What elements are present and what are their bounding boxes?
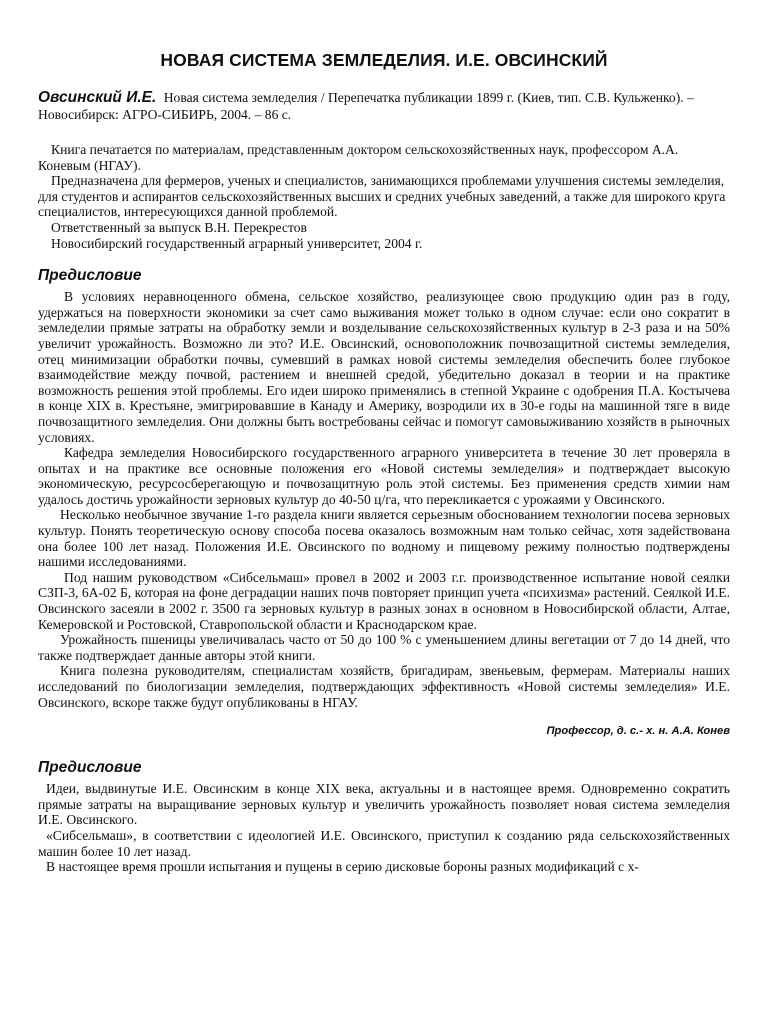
intro-paragraph: Предназначена для фермеров, ученых и специалистов, занимающихся проблемами улучшения системы земледелия, для студентов и аспирантов сельскохозяйственных высших и средних учебных заведений, а также для широкого круга специалистов, интересующихся данной проблемой.	[38, 173, 726, 220]
preface-paragraph: Идеи, выдвинутые И.Е. Овсинским в конце XIX века, актуальны и в настоящее время. Одновременно сократить прямые затраты на выращивание зерновых культур и увеличить урожайность позволяет новая система земледелия И.Е. Овсинского.	[38, 781, 730, 828]
preface-two	[38, 781, 730, 875]
publisher-line: Новосибирский государственный аграрный университет, 2004 г.	[51, 235, 423, 251]
preface-signature: Профессор, д. с.- х. н. А.А. Конев	[546, 725, 730, 738]
section-heading: Предисловие	[38, 267, 142, 285]
preface-paragraph: В настоящее время прошли испытания и пущены в серию дисковые бороны разных модификаций с х-	[46, 859, 639, 875]
document-page	[38, 40, 730, 875]
preface-paragraph: Под нашим руководством «Сибсельмаш» провел в 2002 и 2003 г.г. производственное испытание новой сеялки СЗП-3, 6А-02 Б, которая на фоне деградации наших почв повторяет принцип учета «психизма» растений. Сеялкой И.Е. Овсинского засеяли в 2002 г. 3500 га зерновых культур в разных зонах в основном в Новосибирской области, Алтае, Кемеровской и Ростовской, Ставропольской области и Краснодарском крае.	[38, 569, 730, 632]
publication-info	[38, 142, 730, 251]
preface-paragraph: Несколько необычное звучание 1-го раздела книги является серьезным обоснованием технологии посева зерновых культур. Понять теоретическую основу способа посева оказалось возможным нам только сейчас, хотя задействована она более 100 лет назад. Положения И.Е. Овсинского по водному и пищевому режиму полностью подтверждены нашими исследованиями.	[38, 507, 730, 570]
section-heading: Предисловие	[38, 759, 142, 777]
document-title: НОВАЯ СИСТЕМА ЗЕМЛЕДЕЛИЯ. И.Е. ОВСИНСКИЙ	[160, 50, 608, 70]
intro-paragraph: Книга печатается по материалам, представленным доктором сельскохозяйственных наук, профессором А.А. Коневым (НГАУ).	[38, 142, 679, 173]
preface-one	[38, 289, 730, 710]
preface-paragraph: Кафедра земледелия Новосибирского государственного аграрного университета в течение 30 лет проверяла в опытах и на практике все основные положения его «Новой системы земледелия» и подтверждает высокую экономическую, ресурсосберегающую и почвозащитную роль этой системы. Без применения средств химии нам удалось достичь урожайности зерновых культур до 40-50 ц/га, что перекликается с урожаями у Овсинского.	[38, 445, 730, 507]
bibliographic-text: Новая система земледелия / Перепечатка публикации 1899 г. (Киев, тип. С.В. Кульженко). – Новосибирск: АГРО-СИБИРЬ, 2004. – 86 с.	[38, 90, 694, 122]
preface-paragraph: «Сибсельмаш», в соответствии с идеологией И.Е. Овсинского, приступил к созданию ряда сельскохозяйственных машин более 10 лет назад.	[38, 827, 730, 859]
preface-paragraph: В условиях неравноценного обмена, сельское хозяйство, реализующее свою продукцию один раз в году, удержаться на поверхности экономики за счет само выживания может только в одном случае: если оно сократит в земледелии прямые затраты на обработку земли и возделывание сельскохозяйственных культур в 2-3 раза и на 50% увеличит урожайность. Возможно ли это? И.Е. Овсинский, основоположник почвозащитной системы земледелия, отец минимизации обработки почвы, сумевший в рамках новой системы земледелия обеспечить более глубокое взаимодействие между почвой, растением и внешней средой, убедительно доказал в теории и на практике возможность решения этой проблемы. Его идеи широко применялись в степной Украине с одобрения П.А. Костычева в конце XIX в. Крестьяне, эмигрировавшие в Канаду и Америку, возродили их в 30-е годы на машинной тяге в виде почвозащитного земледелия. Они должны быть востребованы сейчас и помогут самовыживанию хозяйств в рыночных условиях.	[38, 289, 730, 445]
bibliographic-record	[38, 89, 730, 123]
preface-paragraph: Книга полезна руководителям, специалистам хозяйств, бригадирам, звеньевым, фермерам. Материалы наших исследований по биологизации земледелия, подтверждающих эффективность «Новой системы земледелия» И.Е. Овсинского, вскоре также будут опубликованы в НГАУ.	[38, 663, 730, 710]
preface-paragraph: Урожайность пшеницы увеличивалась часто от 50 до 100 % с уменьшением длины вегетации от 7 до 14 дней, что также подтверждает данные авторы этой книги.	[38, 632, 730, 663]
author-name: Овсинский И.Е.	[38, 89, 157, 106]
responsible-editor: Ответственный за выпуск В.Н. Перекрестов	[51, 219, 307, 235]
